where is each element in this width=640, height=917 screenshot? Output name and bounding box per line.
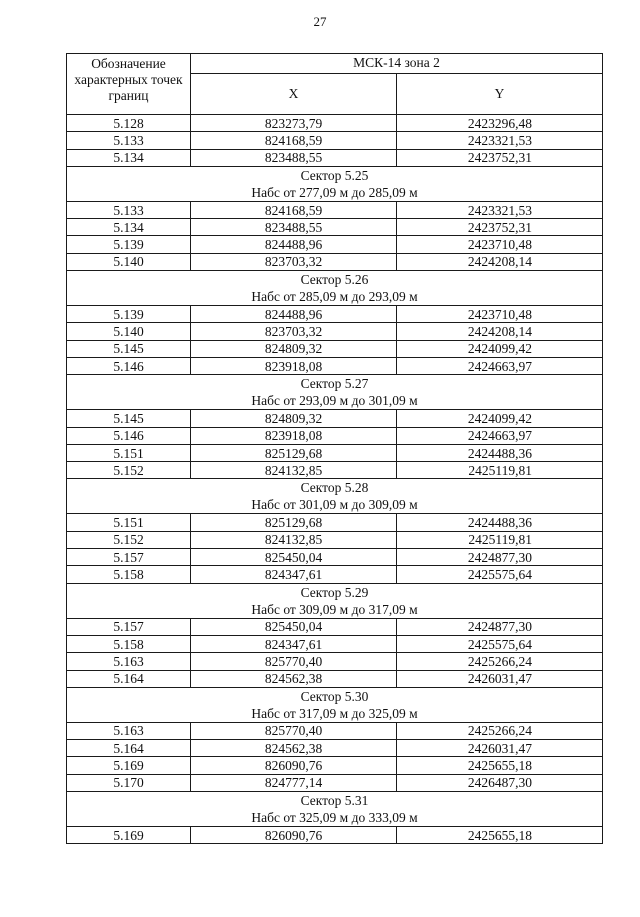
table-row xyxy=(67,774,603,791)
sector-title: Сектор 5.25 xyxy=(300,167,369,183)
sector-height-range: Набс от 309,09 м до 317,09 м xyxy=(251,601,418,617)
point-id-cell: 5.146 xyxy=(67,357,191,374)
table-row xyxy=(67,827,603,844)
sector-title: Сектор 5.29 xyxy=(300,584,369,600)
sector-height-range: Набс от 317,09 м до 325,09 м xyxy=(251,705,418,721)
point-id-cell: 5.152 xyxy=(67,462,191,479)
table-row xyxy=(67,566,603,583)
table-row xyxy=(67,323,603,340)
y-coordinate-cell: 2424488,36 xyxy=(397,444,603,461)
table-row xyxy=(67,357,603,374)
sector-height-range: Набс от 301,09 м до 309,09 м xyxy=(251,497,418,513)
y-coordinate-cell: 2426031,47 xyxy=(397,670,603,687)
sector-header xyxy=(67,479,603,514)
sector-height-range: Набс от 285,09 м до 293,09 м xyxy=(251,289,418,305)
point-id-cell: 5.157 xyxy=(67,549,191,566)
x-coordinate-cell: 824132,85 xyxy=(191,462,397,479)
x-coordinate-cell: 825450,04 xyxy=(191,549,397,566)
sector-header-row xyxy=(67,792,603,827)
table-row xyxy=(67,740,603,757)
x-coordinate-cell: 824488,96 xyxy=(191,236,397,253)
y-coordinate-cell: 2425575,64 xyxy=(397,566,603,583)
point-id-cell: 5.151 xyxy=(67,514,191,531)
point-id-cell: 5.151 xyxy=(67,444,191,461)
table-row xyxy=(67,635,603,652)
point-id-cell: 5.169 xyxy=(67,757,191,774)
y-coordinate-cell: 2424663,97 xyxy=(397,357,603,374)
point-id-cell: 5.145 xyxy=(67,410,191,427)
x-coordinate-cell: 826090,76 xyxy=(191,757,397,774)
table-row xyxy=(67,514,603,531)
table-row xyxy=(67,253,603,270)
y-coordinate-cell: 2425655,18 xyxy=(397,757,603,774)
point-id-cell: 5.152 xyxy=(67,531,191,548)
point-id-cell: 5.169 xyxy=(67,827,191,844)
point-id-cell: 5.134 xyxy=(67,219,191,236)
x-coordinate-cell: 825129,68 xyxy=(191,514,397,531)
x-coordinate-cell: 824809,32 xyxy=(191,410,397,427)
x-coordinate-cell: 824132,85 xyxy=(191,531,397,548)
y-coordinate-cell: 2423752,31 xyxy=(397,149,603,166)
y-coordinate-cell: 2424488,36 xyxy=(397,514,603,531)
sector-header-row xyxy=(67,687,603,722)
table-row xyxy=(67,115,603,132)
x-coordinate-cell: 824562,38 xyxy=(191,670,397,687)
x-coordinate-cell: 825770,40 xyxy=(191,653,397,670)
x-coordinate-cell: 824347,61 xyxy=(191,566,397,583)
sector-header xyxy=(67,583,603,618)
point-id-cell: 5.140 xyxy=(67,323,191,340)
table-row xyxy=(67,618,603,635)
point-id-cell: 5.128 xyxy=(67,115,191,132)
y-coordinate-cell: 2423296,48 xyxy=(397,115,603,132)
y-coordinate-cell: 2426031,47 xyxy=(397,740,603,757)
y-coordinate-cell: 2424877,30 xyxy=(397,618,603,635)
y-coordinate-cell: 2423321,53 xyxy=(397,201,603,218)
table-row xyxy=(67,531,603,548)
sector-header xyxy=(67,375,603,410)
table-row xyxy=(67,462,603,479)
x-coordinate-cell: 824168,59 xyxy=(191,132,397,149)
y-coordinate-cell: 2423321,53 xyxy=(397,132,603,149)
sector-header xyxy=(67,792,603,827)
x-coordinate-cell: 824168,59 xyxy=(191,201,397,218)
sector-header-row xyxy=(67,479,603,514)
table-row xyxy=(67,653,603,670)
point-id-cell: 5.145 xyxy=(67,340,191,357)
table-row xyxy=(67,427,603,444)
y-coordinate-cell: 2425266,24 xyxy=(397,653,603,670)
table-row xyxy=(67,236,603,253)
table-row xyxy=(67,549,603,566)
x-coordinate-cell: 823488,55 xyxy=(191,219,397,236)
point-id-cell: 5.158 xyxy=(67,635,191,652)
x-coordinate-cell: 825770,40 xyxy=(191,722,397,739)
point-id-cell: 5.133 xyxy=(67,132,191,149)
point-id-cell: 5.139 xyxy=(67,236,191,253)
sector-header-row xyxy=(67,271,603,306)
table-row xyxy=(67,340,603,357)
coordinate-system-header: МСК-14 зона 2 xyxy=(191,54,603,74)
x-coordinate-cell: 823918,08 xyxy=(191,357,397,374)
table-body xyxy=(67,115,603,844)
table-row xyxy=(67,306,603,323)
y-coordinate-cell: 2423752,31 xyxy=(397,219,603,236)
y-coordinate-cell: 2424663,97 xyxy=(397,427,603,444)
y-coordinate-cell: 2424208,14 xyxy=(397,323,603,340)
sector-title: Сектор 5.30 xyxy=(300,688,369,704)
x-coordinate-cell: 825129,68 xyxy=(191,444,397,461)
point-id-cell: 5.134 xyxy=(67,149,191,166)
sector-title: Сектор 5.28 xyxy=(300,480,369,496)
y-coordinate-cell: 2425575,64 xyxy=(397,635,603,652)
sector-title: Сектор 5.27 xyxy=(300,376,369,392)
y-coordinate-cell: 2424208,14 xyxy=(397,253,603,270)
table-row xyxy=(67,132,603,149)
point-id-cell: 5.146 xyxy=(67,427,191,444)
y-coordinate-cell: 2423710,48 xyxy=(397,306,603,323)
y-axis-header: Y xyxy=(397,73,603,114)
x-coordinate-cell: 824488,96 xyxy=(191,306,397,323)
sector-height-range: Набс от 277,09 м до 285,09 м xyxy=(251,184,418,200)
y-coordinate-cell: 2424099,42 xyxy=(397,410,603,427)
y-coordinate-cell: 2423710,48 xyxy=(397,236,603,253)
table-row xyxy=(67,149,603,166)
sector-header xyxy=(67,166,603,201)
page-number: 27 xyxy=(313,14,327,29)
x-axis-header: X xyxy=(191,73,397,114)
sector-title: Сектор 5.31 xyxy=(300,793,369,809)
point-id-cell: 5.164 xyxy=(67,670,191,687)
table-row xyxy=(67,219,603,236)
point-id-cell: 5.164 xyxy=(67,740,191,757)
point-id-cell: 5.157 xyxy=(67,618,191,635)
sector-title: Сектор 5.26 xyxy=(300,272,369,288)
sector-header-row xyxy=(67,375,603,410)
table-row xyxy=(67,444,603,461)
x-coordinate-cell: 824777,14 xyxy=(191,774,397,791)
point-id-cell: 5.163 xyxy=(67,722,191,739)
x-coordinate-cell: 824347,61 xyxy=(191,635,397,652)
y-coordinate-cell: 2425119,81 xyxy=(397,531,603,548)
table-row xyxy=(67,410,603,427)
x-coordinate-cell: 823918,08 xyxy=(191,427,397,444)
point-id-cell: 5.170 xyxy=(67,774,191,791)
x-coordinate-cell: 824562,38 xyxy=(191,740,397,757)
sector-header-row xyxy=(67,583,603,618)
sector-height-range: Набс от 293,09 м до 301,09 м xyxy=(251,393,418,409)
point-id-cell: 5.139 xyxy=(67,306,191,323)
point-id-cell: 5.140 xyxy=(67,253,191,270)
y-coordinate-cell: 2425119,81 xyxy=(397,462,603,479)
sector-height-range: Набс от 325,09 м до 333,09 м xyxy=(251,810,418,826)
x-coordinate-cell: 823703,32 xyxy=(191,323,397,340)
x-coordinate-cell: 823273,79 xyxy=(191,115,397,132)
sector-header-row xyxy=(67,166,603,201)
coordinates-table xyxy=(66,53,603,844)
sector-header xyxy=(67,271,603,306)
y-coordinate-cell: 2425266,24 xyxy=(397,722,603,739)
table-row xyxy=(67,722,603,739)
x-coordinate-cell: 825450,04 xyxy=(191,618,397,635)
table-row xyxy=(67,757,603,774)
point-id-cell: 5.163 xyxy=(67,653,191,670)
y-coordinate-cell: 2426487,30 xyxy=(397,774,603,791)
y-coordinate-cell: 2425655,18 xyxy=(397,827,603,844)
x-coordinate-cell: 824809,32 xyxy=(191,340,397,357)
y-coordinate-cell: 2424877,30 xyxy=(397,549,603,566)
y-coordinate-cell: 2424099,42 xyxy=(397,340,603,357)
table-row xyxy=(67,670,603,687)
x-coordinate-cell: 823488,55 xyxy=(191,149,397,166)
x-coordinate-cell: 823703,32 xyxy=(191,253,397,270)
x-coordinate-cell: 826090,76 xyxy=(191,827,397,844)
point-id-cell: 5.133 xyxy=(67,201,191,218)
point-id-cell: 5.158 xyxy=(67,566,191,583)
sector-header xyxy=(67,687,603,722)
point-designation-header: Обозначение характерных точек границ xyxy=(67,54,191,115)
table-row xyxy=(67,201,603,218)
